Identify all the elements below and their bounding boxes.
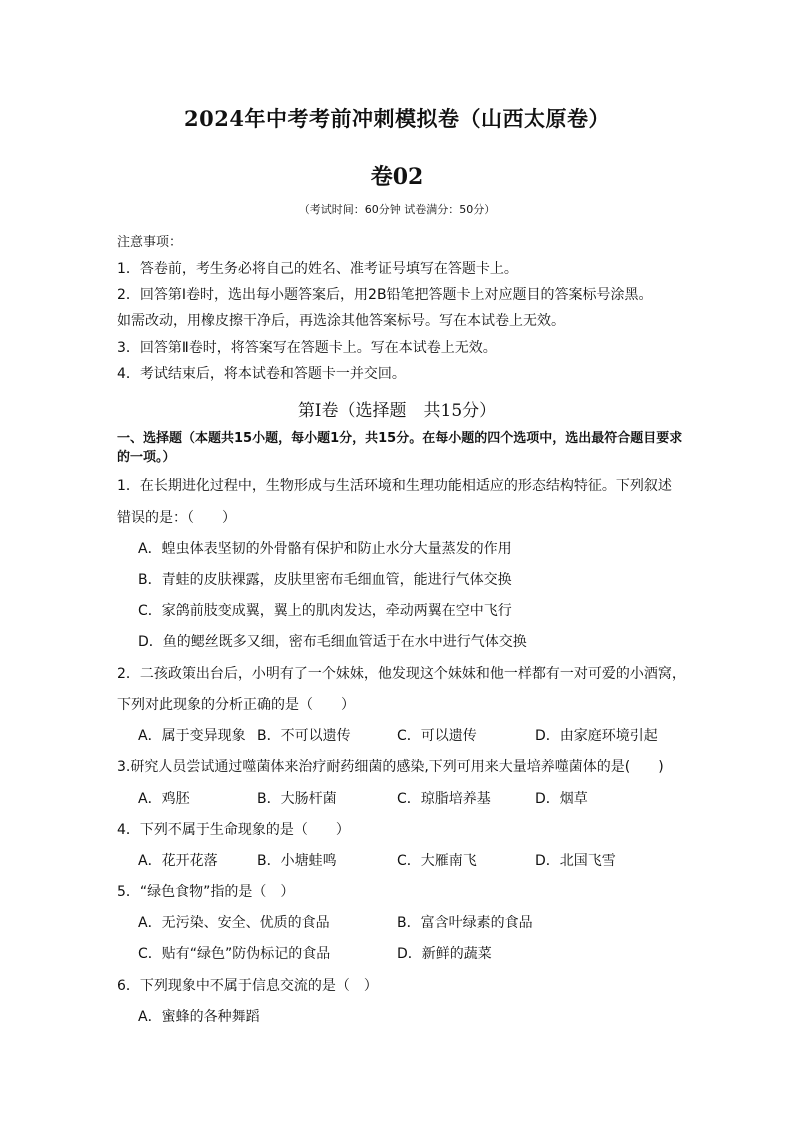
- question-stem: 2．二孩政策出台后，小明有了一个妹妹，他发现这个妹妹和他一样都有一对可爱的小酒窝，: [117, 666, 686, 682]
- answer-option: A．鸡胚: [138, 791, 190, 807]
- question-stem: 6．下列现象中不属于信息交流的是（ ）: [117, 978, 378, 994]
- answer-option: D．烟草: [535, 791, 588, 807]
- question-stem: 下列对此现象的分析正确的是（ ）: [117, 697, 355, 713]
- paper-subtitle: 卷02: [370, 164, 424, 190]
- answer-option: A．花开花落: [138, 853, 218, 869]
- answer-option: B．富含叶绿素的食品: [397, 915, 533, 931]
- question-stem: 5．“绿色食物”指的是（ ）: [117, 884, 295, 900]
- question-stem: 3.研究人员尝试通过噬菌体来治疗耐药细菌的感染,下列可用来大量培养噬菌体的是( ): [117, 759, 664, 775]
- answer-option: B．小塘蛙鸣: [257, 853, 337, 869]
- note-item: 1．答卷前，考生务必将自己的姓名、准考证号填写在答题卡上。: [117, 261, 518, 277]
- page-title: 2024年中考考前冲刺模拟卷（山西太原卷）: [184, 106, 610, 131]
- answer-option: A．无污染、安全、优质的食品: [138, 915, 330, 931]
- answer-option: B．不可以遗传: [257, 728, 351, 744]
- note-item: 4．考试结束后，将本试卷和答题卡一并交回。: [117, 366, 406, 382]
- answer-option: A．蝗虫体表坚韧的外骨骼有保护和防止水分大量蒸发的作用: [138, 541, 512, 557]
- answer-option: D．新鲜的蔬菜: [397, 946, 492, 962]
- question-stem: 1．在长期进化过程中，生物形成与生活环境和生理功能相适应的形态结构特征。下列叙述: [117, 478, 672, 494]
- question-stem: 错误的是：（ ）: [117, 510, 236, 526]
- answer-option: B．青蛙的皮肤裸露，皮肤里密布毛细血管，能进行气体交换: [138, 572, 512, 588]
- note-item: 2．回答第Ⅰ卷时，选出每小题答案后，用2B铅笔把答题卡上对应题目的答案标号涂黑。: [117, 287, 653, 303]
- answer-option: A．蜜蜂的各种舞蹈: [138, 1009, 260, 1025]
- answer-option: C．琼脂培养基: [397, 791, 491, 807]
- answer-option: C．家鸽前肢变成翼，翼上的肌肉发达，牵动两翼在空中飞行: [138, 603, 512, 619]
- answer-option: D．由家庭环境引起: [535, 728, 658, 744]
- section-title: 第Ⅰ卷（选择题 共15分）: [297, 401, 497, 421]
- answer-option: C．大雁南飞: [397, 853, 477, 869]
- note-item: 3．回答第Ⅱ卷时，将答案写在答题卡上。写在本试卷上无效。: [117, 340, 497, 356]
- answer-option: C．贴有“绿色”防伪标记的食品: [138, 946, 331, 962]
- note-item: 如需改动，用橡皮擦干净后，再选涂其他答案标号。写在本试卷上无效。: [117, 313, 565, 329]
- answer-option: D．北国飞雪: [535, 853, 616, 869]
- notes-heading: 注意事项：: [117, 235, 183, 250]
- answer-option: A．属于变异现象: [138, 728, 246, 744]
- exam-info: （考试时间：60分钟 试卷满分：50分）: [298, 203, 496, 216]
- question-stem: 4．下列不属于生命现象的是（ ）: [117, 822, 350, 838]
- answer-option: C．可以遗传: [397, 728, 477, 744]
- answer-option: D．鱼的鳃丝既多又细，密布毛细血管适于在水中进行气体交换: [138, 634, 527, 650]
- answer-option: B．大肠杆菌: [257, 791, 337, 807]
- section-instruction: 一、选择题（本题共15小题，每小题1分，共15分。在每小题的四个选项中，选出最符合题目要求的一项。）: [117, 431, 683, 465]
